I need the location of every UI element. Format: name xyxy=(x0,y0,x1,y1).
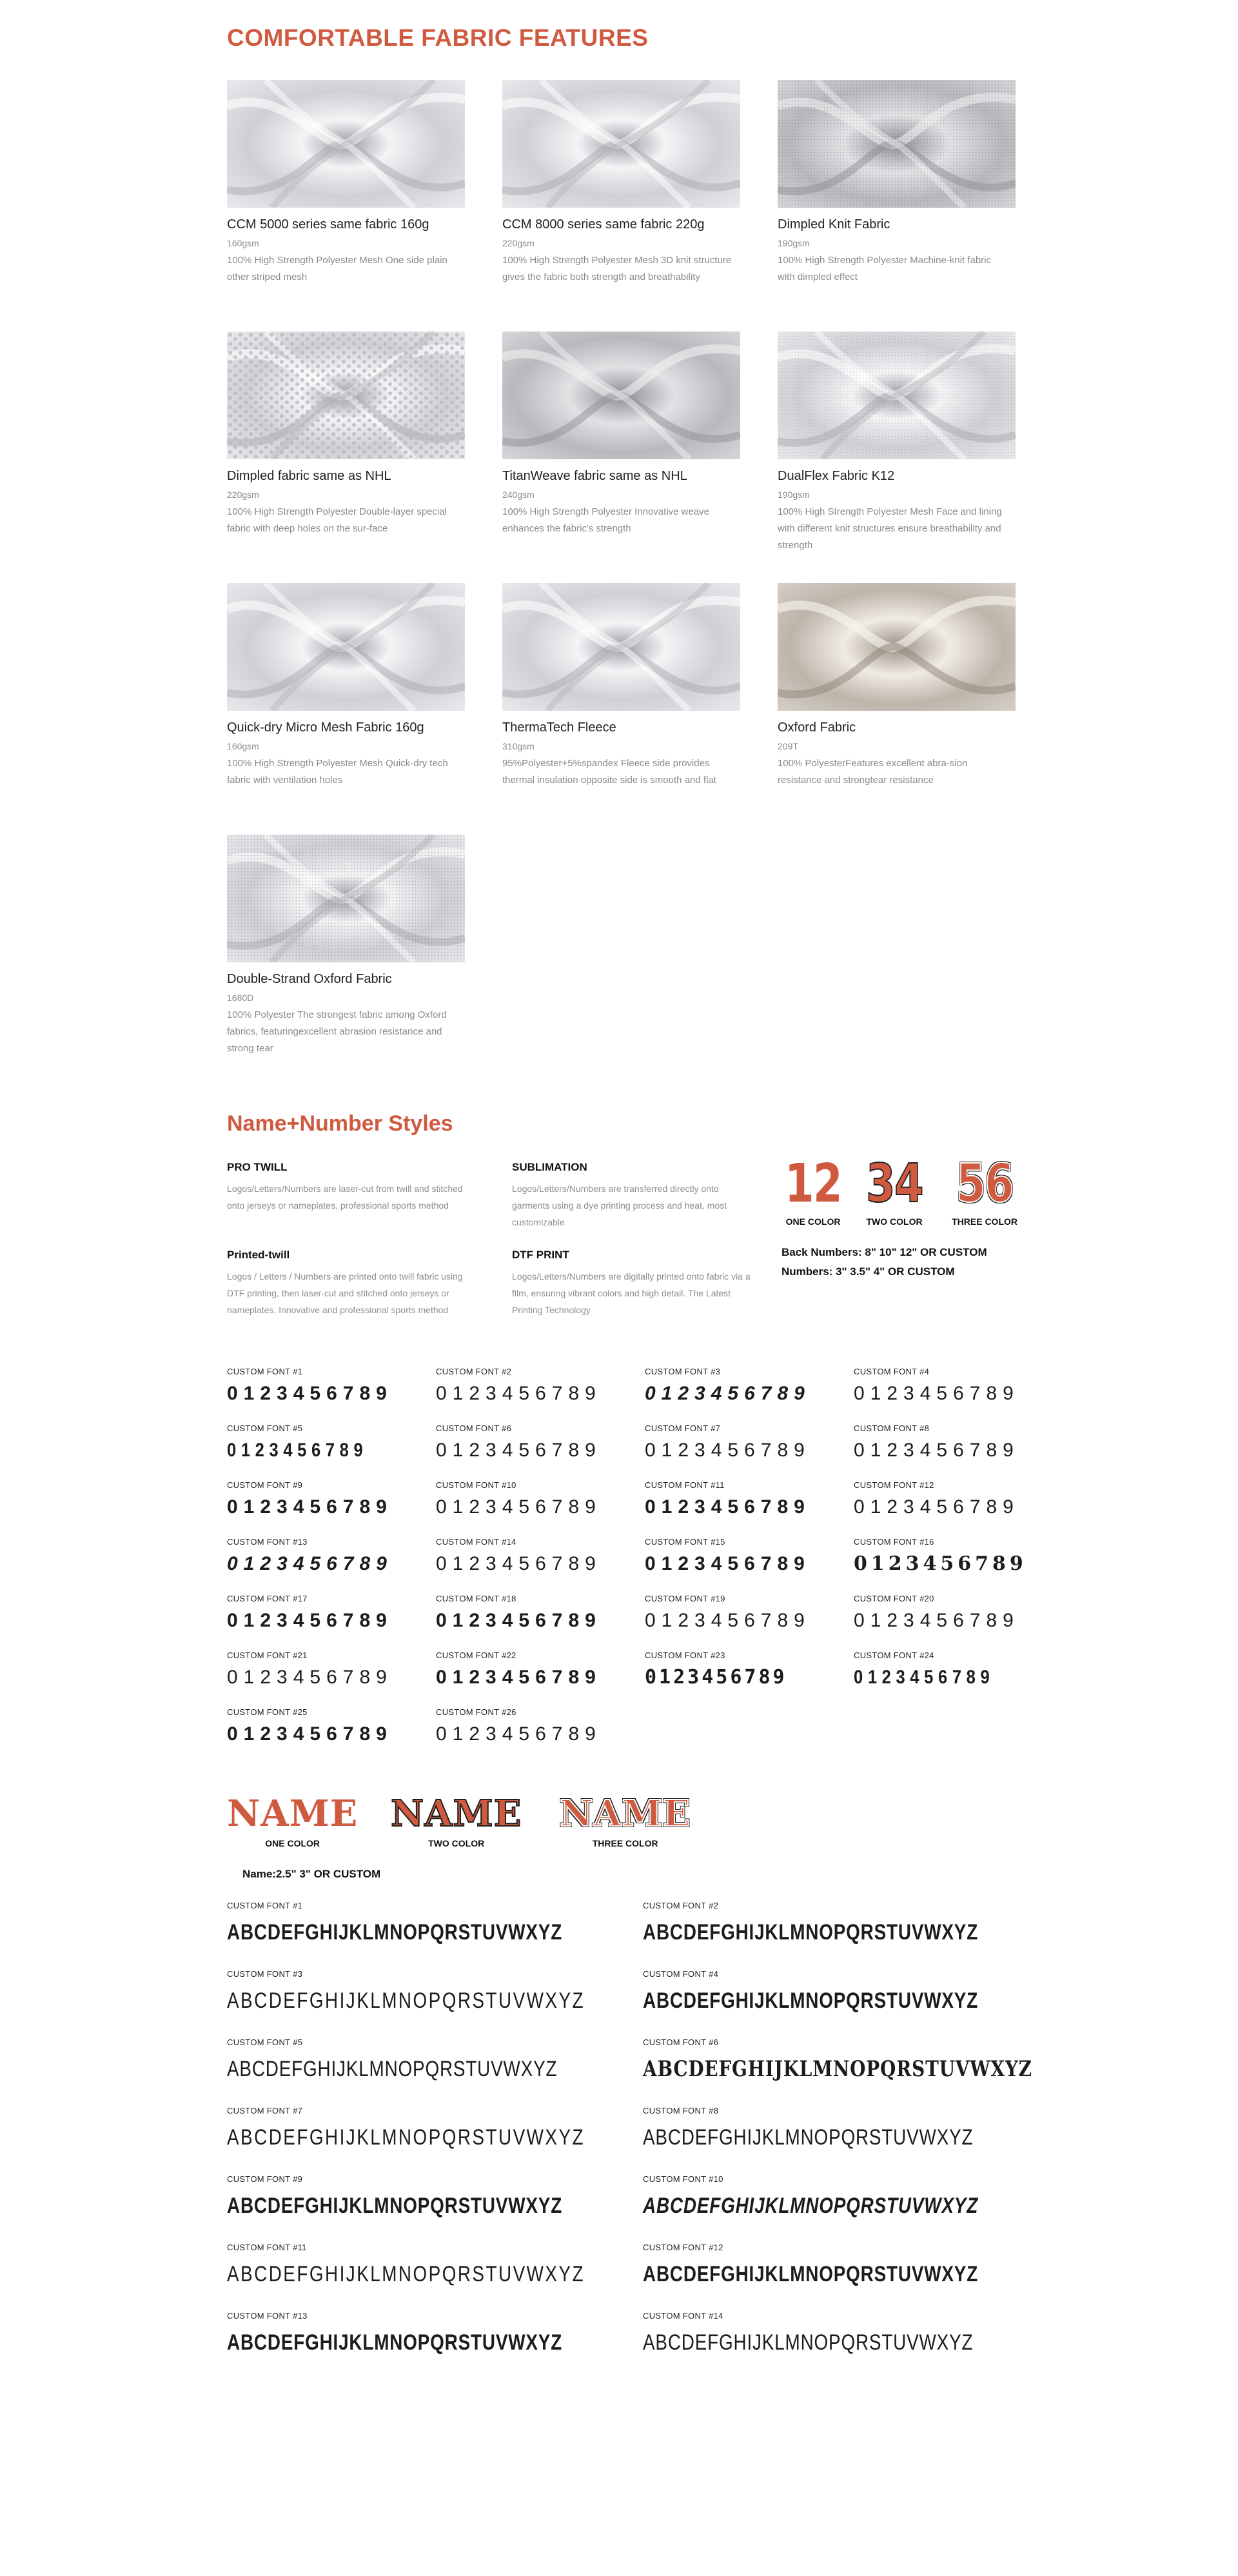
name-sample-label: THREE COLOR xyxy=(592,1838,658,1848)
number-font-digits: 0123456789 xyxy=(227,1610,393,1631)
number-font-label: CUSTOM FONT #23 xyxy=(645,1650,725,1660)
letter-font-label: CUSTOM FONT #1 xyxy=(227,1901,303,1910)
number-font-sample xyxy=(645,1650,854,1707)
letter-font-alphabet: ABCDEFGHIJKLMNOPQRSTUVWXYZ xyxy=(643,2056,1032,2082)
letter-font-sample xyxy=(227,2310,643,2379)
method-printed-twill xyxy=(227,1247,472,1318)
number-font-label: CUSTOM FONT #12 xyxy=(854,1480,934,1490)
number-font-label: CUSTOM FONT #8 xyxy=(854,1423,930,1433)
letter-font-sample xyxy=(227,1968,643,2037)
number-font-digits: 0123456789 xyxy=(645,1666,787,1689)
fabric-photo xyxy=(227,835,465,962)
fabric-name: ThermaTech Fleece xyxy=(502,720,616,735)
letter-font-sample xyxy=(643,2310,1027,2379)
letter-font-sample xyxy=(227,2105,643,2174)
letter-font-alphabet: ABCDEFGHIJKLMNOPQRSTUVWXYZ xyxy=(643,2194,979,2218)
number-font-label: CUSTOM FONT #7 xyxy=(645,1423,721,1433)
fabric-photo xyxy=(778,80,1016,208)
number-font-sample xyxy=(645,1366,854,1423)
number-font-label: CUSTOM FONT #3 xyxy=(645,1367,721,1376)
letter-font-label: CUSTOM FONT #7 xyxy=(227,2106,303,2115)
number-font-label: CUSTOM FONT #4 xyxy=(854,1367,930,1376)
number-font-sample xyxy=(645,1593,854,1650)
letter-font-alphabet: ABCDEFGHIJKLMNOPQRSTUVWXYZ xyxy=(643,2330,974,2355)
fabric-name: Dimpled fabric same as NHL xyxy=(227,469,391,483)
number-font-sample xyxy=(436,1423,645,1480)
letter-font-sample xyxy=(227,2174,643,2242)
fabric-photo xyxy=(502,583,740,711)
letter-font-sample xyxy=(643,1900,1027,1968)
number-font-label: CUSTOM FONT #2 xyxy=(436,1367,512,1376)
fabric-description: 100% High Strength Polyester Innovative weave enhances the fabric's strength xyxy=(502,506,710,534)
method-description: Logos / Letters / Numbers are printed onto twill fabric using DTF printing, then laser-cut and stitched onto jerseys or nameplates. Innovative and professional sports method xyxy=(227,1271,463,1315)
number-sample-label: THREE COLOR xyxy=(952,1216,1017,1227)
number-font-sample xyxy=(227,1650,436,1707)
number-font-sample xyxy=(854,1593,1039,1650)
method-title: DTF PRINT xyxy=(512,1249,569,1261)
fabric-card xyxy=(778,332,1016,583)
letter-font-label: CUSTOM FONT #9 xyxy=(227,2174,303,2184)
number-sample-one-color xyxy=(778,1154,849,1227)
name-sample-two-color xyxy=(391,1793,522,1848)
fabric-photo xyxy=(227,332,465,459)
fabric-description: 100% High Strength Polyester Mesh Quick-dry tech fabric with ventilation holes xyxy=(227,758,448,786)
number-font-digits: 0123456789 xyxy=(854,1667,995,1688)
letter-font-alphabet: ABCDEFGHIJKLMNOPQRSTUVWXYZ xyxy=(227,2262,585,2286)
fabric-weight: 220gsm xyxy=(227,490,259,500)
fabric-card xyxy=(227,80,465,332)
number-sample-label: ONE COLOR xyxy=(785,1216,841,1227)
letter-font-alphabet: ABCDEFGHIJKLMNOPQRSTUVWXYZ xyxy=(227,2057,558,2081)
back-numbers-spec: Back Numbers: 8" 10" 12" OR CUSTOM xyxy=(781,1246,987,1258)
number-font-sample xyxy=(854,1536,1039,1593)
letter-font-alphabet: ABCDEFGHIJKLMNOPQRSTUVWXYZ xyxy=(643,2262,979,2286)
fabric-weight: 160gsm xyxy=(227,238,259,248)
method-dtf-print xyxy=(512,1247,757,1318)
number-font-sample xyxy=(436,1366,645,1423)
number-font-digits: 0123456789 xyxy=(645,1553,811,1574)
number-font-sample xyxy=(645,1480,854,1536)
number-font-sample xyxy=(436,1707,645,1763)
number-font-digits: 0123456789 xyxy=(436,1383,602,1404)
name-word: NAME xyxy=(391,1792,522,1835)
fabric-card xyxy=(227,835,465,1086)
letter-font-alphabet: ABCDEFGHIJKLMNOPQRSTUVWXYZ xyxy=(227,2194,563,2218)
number-font-digits: 0123456789 xyxy=(436,1667,602,1688)
number-font-digits: 0123456789 xyxy=(854,1610,1019,1631)
number-font-sample xyxy=(854,1423,1039,1480)
number-digits: 34 xyxy=(866,1153,923,1214)
fabric-weight: 1680D xyxy=(227,993,254,1003)
number-digits: 12 xyxy=(785,1153,842,1214)
number-font-digits: 0123456789 xyxy=(436,1553,602,1574)
number-font-sample xyxy=(645,1536,854,1593)
fabric-name: DualFlex Fabric K12 xyxy=(778,469,895,483)
number-font-label: CUSTOM FONT #11 xyxy=(645,1480,725,1490)
number-font-label: CUSTOM FONT #5 xyxy=(227,1423,303,1433)
fabric-photo xyxy=(227,583,465,711)
number-font-digits: 0123456789 xyxy=(227,1667,393,1688)
letter-font-sample xyxy=(643,1968,1027,2037)
method-title: SUBLIMATION xyxy=(512,1161,587,1173)
letter-font-sample xyxy=(227,2037,643,2105)
fabric-card xyxy=(502,80,740,332)
method-title: Printed-twill xyxy=(227,1249,290,1261)
number-font-sample xyxy=(227,1480,436,1536)
fabric-card xyxy=(227,583,465,835)
number-font-digits: 0123456789 xyxy=(227,1553,393,1574)
number-font-sample xyxy=(227,1707,436,1763)
fabric-weight: 160gsm xyxy=(227,741,259,751)
letter-font-label: CUSTOM FONT #4 xyxy=(643,1969,719,1979)
number-font-label: CUSTOM FONT #1 xyxy=(227,1367,303,1376)
number-font-digits: 0123456789 xyxy=(227,1383,393,1404)
number-font-digits: 0123456789 xyxy=(227,1496,393,1518)
number-font-label: CUSTOM FONT #21 xyxy=(227,1650,308,1660)
fabric-name: Dimpled Knit Fabric xyxy=(778,217,890,232)
letter-font-alphabet: ABCDEFGHIJKLMNOPQRSTUVWXYZ xyxy=(643,1988,979,2013)
number-font-sample xyxy=(645,1423,854,1480)
number-font-label: CUSTOM FONT #26 xyxy=(436,1707,516,1717)
fabric-name: Quick-dry Micro Mesh Fabric 160g xyxy=(227,720,424,735)
number-font-sample xyxy=(227,1366,436,1423)
letter-font-alphabet: ABCDEFGHIJKLMNOPQRSTUVWXYZ xyxy=(227,2125,585,2150)
number-font-label: CUSTOM FONT #20 xyxy=(854,1594,934,1603)
fabric-card xyxy=(778,80,1016,332)
letter-font-label: CUSTOM FONT #13 xyxy=(227,2311,308,2321)
number-font-sample xyxy=(436,1650,645,1707)
letter-font-alphabet: ABCDEFGHIJKLMNOPQRSTUVWXYZ xyxy=(643,2125,974,2150)
number-font-label: CUSTOM FONT #17 xyxy=(227,1594,308,1603)
number-font-digits: 0123456789 xyxy=(436,1723,602,1745)
name-sample-one-color xyxy=(227,1793,358,1848)
letter-font-sample xyxy=(227,2242,643,2310)
number-font-digits: 0123456789 xyxy=(645,1496,811,1518)
fabric-name: TitanWeave fabric same as NHL xyxy=(502,469,687,483)
method-description: Logos/Letters/Numbers are transferred directly onto garments using a dye printing process and heat, most customizable xyxy=(512,1184,727,1227)
number-font-digits: 0123456789 xyxy=(854,1496,1019,1518)
number-font-sample xyxy=(436,1593,645,1650)
number-font-digits: 0123456789 xyxy=(854,1552,1027,1575)
number-font-digits: 0123456789 xyxy=(645,1610,811,1631)
name-sample-three-color xyxy=(560,1793,691,1848)
fabric-photo xyxy=(502,80,740,208)
method-description: Logos/Letters/Numbers are laser-cut from twill and stitched onto jerseys or nameplates, professional sports method xyxy=(227,1184,463,1211)
letter-font-alphabet: ABCDEFGHIJKLMNOPQRSTUVWXYZ xyxy=(643,1920,979,1945)
number-font-label: CUSTOM FONT #24 xyxy=(854,1650,934,1660)
fabric-weight: 190gsm xyxy=(778,238,810,248)
method-title: PRO TWILL xyxy=(227,1161,288,1173)
number-sample-three-color xyxy=(949,1154,1020,1227)
number-sample-two-color xyxy=(859,1154,930,1227)
method-pro-twill xyxy=(227,1160,472,1214)
name-sample-label: ONE COLOR xyxy=(265,1838,320,1848)
number-font-label: CUSTOM FONT #14 xyxy=(436,1537,516,1547)
number-font-label: CUSTOM FONT #16 xyxy=(854,1537,934,1547)
fabric-description: 100% High Strength Polyester Mesh 3D knit structure gives the fabric both strength and breathability xyxy=(502,255,732,282)
letter-font-label: CUSTOM FONT #12 xyxy=(643,2243,723,2252)
fabric-weight: 190gsm xyxy=(778,490,810,500)
letter-font-label: CUSTOM FONT #2 xyxy=(643,1901,719,1910)
letter-font-alphabet: ABCDEFGHIJKLMNOPQRSTUVWXYZ xyxy=(227,2330,563,2355)
fabric-name: CCM 8000 series same fabric 220g xyxy=(502,217,705,232)
name-size-spec: Name:2.5" 3" OR CUSTOM xyxy=(242,1868,381,1880)
number-font-digits: 0123456789 xyxy=(854,1383,1019,1404)
fabric-photo xyxy=(778,332,1016,459)
number-font-digits: 0123456789 xyxy=(227,1440,368,1461)
letter-font-label: CUSTOM FONT #3 xyxy=(227,1969,303,1979)
number-font-sample xyxy=(227,1536,436,1593)
fabric-description: 100% Polyester The strongest fabric among Oxford fabrics, featuringexcellent abrasion resistance and strong tear xyxy=(227,1009,447,1054)
number-font-digits: 0123456789 xyxy=(436,1610,602,1631)
number-font-digits: 0123456789 xyxy=(227,1723,393,1745)
name-word: NAME xyxy=(560,1792,691,1835)
number-font-label: CUSTOM FONT #22 xyxy=(436,1650,516,1660)
number-font-sample xyxy=(854,1366,1039,1423)
letter-font-alphabet: ABCDEFGHIJKLMNOPQRSTUVWXYZ xyxy=(227,1988,585,2013)
fabric-card xyxy=(502,332,740,583)
fabric-photo xyxy=(227,80,465,208)
letter-font-sample xyxy=(227,1900,643,1968)
letter-font-grid xyxy=(227,1900,1032,2379)
fabric-card xyxy=(227,332,465,583)
fabric-weight: 220gsm xyxy=(502,238,535,248)
letter-font-sample xyxy=(643,2174,1027,2242)
number-digits: 56 xyxy=(956,1153,1014,1214)
fabric-card xyxy=(778,583,1016,835)
letter-font-sample xyxy=(643,2242,1027,2310)
letter-font-label: CUSTOM FONT #11 xyxy=(227,2243,307,2252)
fabric-card xyxy=(502,583,740,835)
letter-font-sample xyxy=(643,2037,1032,2105)
fabric-name: Oxford Fabric xyxy=(778,720,856,735)
method-description: Logos/Letters/Numbers are digitally printed onto fabric via a film, ensuring vibrant colors and high detail. The Latest Printing Technology xyxy=(512,1271,751,1315)
number-font-label: CUSTOM FONT #18 xyxy=(436,1594,516,1603)
numbers-spec: Numbers: 3" 3.5" 4" OR CUSTOM xyxy=(781,1265,955,1278)
name-number-title: Name+Number Styles xyxy=(227,1111,453,1136)
method-sublimation xyxy=(512,1160,757,1231)
letter-font-label: CUSTOM FONT #14 xyxy=(643,2311,723,2321)
number-font-sample xyxy=(227,1423,436,1480)
fabric-name: CCM 5000 series same fabric 160g xyxy=(227,217,429,232)
fabric-weight: 209T xyxy=(778,741,798,751)
number-sample-label: TWO COLOR xyxy=(866,1216,923,1227)
number-font-digits: 0123456789 xyxy=(645,1383,811,1404)
number-font-label: CUSTOM FONT #13 xyxy=(227,1537,308,1547)
name-sample-label: TWO COLOR xyxy=(428,1838,485,1848)
fabric-description: 95%Polyester+5%spandex Fleece side provides thermal insulation opposite side is smooth and flat xyxy=(502,758,716,786)
fabric-description: 100% High Strength Polyester Mesh Face and lining with different knit structures ensure breathability and strength xyxy=(778,506,1002,551)
number-font-sample xyxy=(436,1480,645,1536)
number-font-label: CUSTOM FONT #15 xyxy=(645,1537,725,1547)
number-font-label: CUSTOM FONT #6 xyxy=(436,1423,512,1433)
letter-font-label: CUSTOM FONT #5 xyxy=(227,2037,303,2047)
number-font-sample xyxy=(227,1593,436,1650)
number-font-digits: 0123456789 xyxy=(436,1496,602,1518)
fabric-weight: 240gsm xyxy=(502,490,535,500)
fabric-description: 100% High Strength Polyester Mesh One side plain other striped mesh xyxy=(227,255,447,282)
letter-font-sample xyxy=(643,2105,1027,2174)
fabric-description: 100% PolyesterFeatures excellent abra-sion resistance and strongtear resistance xyxy=(778,758,968,786)
fabric-section-title: COMFORTABLE FABRIC FEATURES xyxy=(227,25,649,51)
number-font-sample xyxy=(436,1536,645,1593)
letter-font-label: CUSTOM FONT #6 xyxy=(643,2037,719,2047)
number-font-digits: 0123456789 xyxy=(854,1440,1019,1461)
number-font-label: CUSTOM FONT #9 xyxy=(227,1480,303,1490)
number-font-label: CUSTOM FONT #19 xyxy=(645,1594,725,1603)
letter-font-alphabet: ABCDEFGHIJKLMNOPQRSTUVWXYZ xyxy=(227,1920,563,1945)
letter-font-label: CUSTOM FONT #8 xyxy=(643,2106,719,2115)
number-font-grid xyxy=(227,1366,1039,1763)
number-font-sample xyxy=(854,1650,1039,1707)
fabric-weight: 310gsm xyxy=(502,741,535,751)
name-word: NAME xyxy=(227,1792,359,1835)
fabric-photo xyxy=(502,332,740,459)
number-font-label: CUSTOM FONT #10 xyxy=(436,1480,516,1490)
letter-font-label: CUSTOM FONT #10 xyxy=(643,2174,723,2184)
number-font-sample xyxy=(854,1480,1039,1536)
fabric-grid xyxy=(227,80,1021,1086)
number-font-digits: 0123456789 xyxy=(436,1440,602,1461)
fabric-photo xyxy=(778,583,1016,711)
number-font-label: CUSTOM FONT #25 xyxy=(227,1707,308,1717)
fabric-name: Double-Strand Oxford Fabric xyxy=(227,972,392,986)
number-font-digits: 0123456789 xyxy=(645,1440,811,1461)
fabric-description: 100% High Strength Polyester Double-layer special fabric with deep holes on the sur-face xyxy=(227,506,447,534)
fabric-description: 100% High Strength Polyester Machine-knit fabric with dimpled effect xyxy=(778,255,991,282)
